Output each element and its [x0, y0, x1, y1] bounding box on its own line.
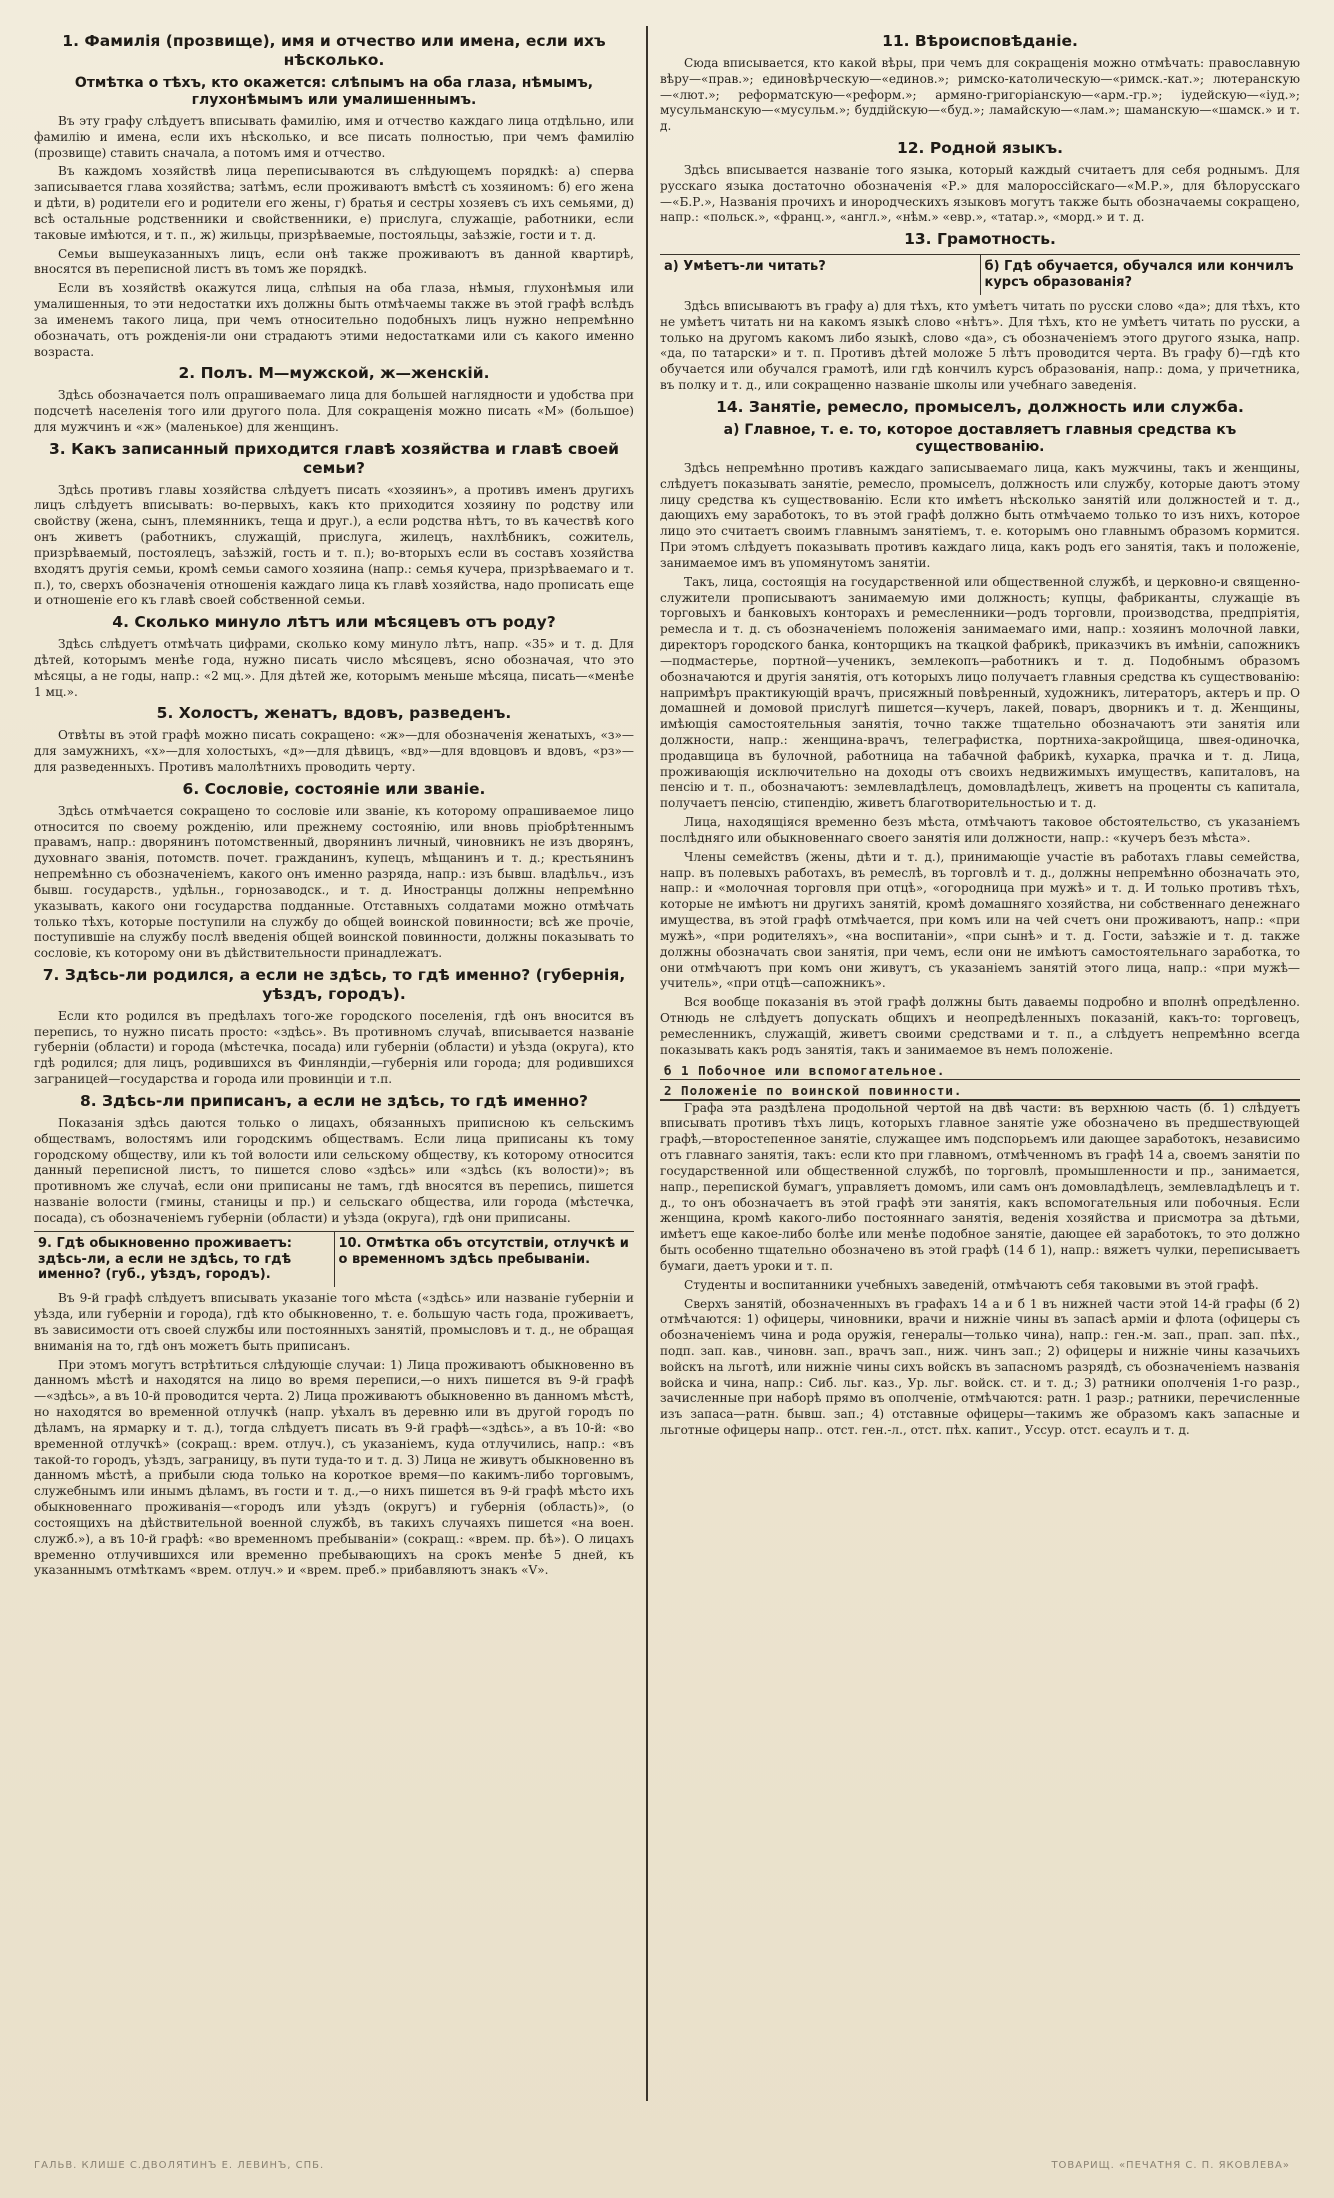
- section-9-paragraph: Въ 9-й графѣ слѣдуетъ вписывать указаніе того мѣста («здѣсь» или названіе губерніи и уѣзда, или губерніи и города), гдѣ кто обыкновенно, т. е. большую часть года, проживаетъ, въ зависимости отъ своей службы или постоянныхъ занятій, промысловъ и т. д., не обращая вниманія на то, гдѣ онъ можетъ быть приписанъ.: [34, 1291, 634, 1353]
- section-14b-paragraph: Графа эта раздѣлена продольной чертой на двѣ части: въ верхнюю часть (б. 1) слѣдуетъ вписывать противъ тѣхъ лицъ, которыхъ главное занятіе уже обозначено въ предшествующей графѣ,—второстепенное занятіе, служащее имъ подспорьемъ или дающее заработокъ, независимо отъ главнаго занятія, такъ: если кто при главномъ, отмѣченномъ въ графѣ 14 а, своемъ занятіи по государственной или общественной службѣ, по торговлѣ, промышленности и пр., занимается, напр., перепиской бумагъ, управляетъ домомъ, или самъ онъ домовладѣлецъ, землевладѣлецъ и т. д., то онъ обозначаетъ въ этой графѣ эти занятія, какъ вспомогательныя или побочныя. Если женщина, кромѣ какого-либо постояннаго занятія, веденія хозяйства и присмотра за дѣтьми, имѣетъ еще какое-либо болѣе или менѣе подобное занятіе, дающее ей заработокъ, то это должно быть особенно тщательно обозначено въ этой графѣ (14 б 1), напр.: вяжетъ чулки, переписываетъ бумаги, даетъ уроки и т. п.: [660, 1100, 1300, 1273]
- printer-imprint-left: ГАЛЬВ. КЛИШЕ С.ДВОЛЯТИНЪ Е. ЛЕВИНЪ, СПБ.: [34, 2160, 325, 2171]
- section-14b-paragraph: Сверхъ занятій, обозначенныхъ въ графахъ 14 а и б 1 въ нижней части этой 14-й графы (б 2) отмѣчаются: 1) офицеры, чиновники, врачи и нижніе чины въ запасѣ арміи и флота (офицеры съ обозначеніемъ чина и рода оружія, генералы—только чина), напр.: ген.-м. зап., прап. зап. пѣх., подп. зап. кав., чиновн. зап., врачъ зап., ниж. чинъ зап.; 2) офицеры и нижніе чины казачьихъ войскъ на льготѣ, или нижніе чины сихъ войскъ въ запасномъ разрядѣ, съ обозначеніемъ названія войска и чина, напр.: Сиб. льг. каз., Ур. льг. войск. ст. и т. д.; 3) ратники ополченія 1-го разр., зачисленные при наборѣ прямо въ ополченіе, отмѣчаются: ратн. 1 разр.; ратники, перечисленные изъ запаса—ратн. бывш. зап.; 4) отставные офицеры—такимъ же образомъ какъ запасные и льготные офицеры напр.. отст. ген.-л., отст. пѣх. капит., Уссур. отст. есаулъ и т. д.: [660, 1296, 1300, 1438]
- section-13a-cell: [660, 255, 980, 295]
- section-1-paragraph: Въ эту графу слѣдуетъ вписывать фамилію, имя и отчество каждаго лица отдѣльно, или фамилію и имена, если ихъ нѣсколько, и все писать полностью, при чемъ фамилію (прозвище) ставить сначала, а потомъ имя и отчество.: [34, 113, 634, 160]
- section-14-paragraph: Здѣсь непремѣнно противъ каждаго записываемаго лица, какъ мужчины, такъ и женщины, слѣдуетъ показывать занятіе, ремесло, промыселъ, должность или службу, которые даютъ этому лицу средства къ существованію. Если кто имѣетъ нѣсколько занятій или должностей и т. д., дающихъ ему заработокъ, то въ этой графѣ должно быть отмѣчаемо только то изъ нихъ, которое лицо это считаетъ своимъ главнымъ занятіемъ, т. е. которымъ оно главнымъ образомъ кормится. При этомъ слѣдуетъ показывать противъ каждаго лица, какъ родъ его занятія, такъ и положеніе, занимаемое имъ въ упомянутомъ занятіи.: [660, 460, 1300, 570]
- section-14b-paragraph: Студенты и воспитанники учебныхъ заведеній, отмѣчаютъ себя таковыми въ этой графѣ.: [684, 1277, 1259, 1292]
- section-5-title: 5. Холостъ, женатъ, вдовъ, разведенъ.: [156, 704, 512, 723]
- section-13b-cell: [980, 255, 1301, 295]
- section-7-paragraph: Если кто родился въ предѣлахъ того-же городского поселенія, гдѣ онъ вносится въ перепись, то нужно писать просто: «здѣсь». Въ противномъ случаѣ, вписывается названіе губерніи (области) и города (мѣстечка, посада) или губерніи (области) и уѣзда (округа), кто гдѣ родился; для лицъ, родившихся въ Финляндіи,—губернія или города; для родившихся заграницей—государства и города или провинціи и т.п.: [34, 1008, 634, 1087]
- section-9-title: 9. Гдѣ обыкновенно проживаетъ: здѣсь-ли, а если не здѣсь, то гдѣ именно? (губ., уѣздъ, городъ).: [38, 1235, 292, 1283]
- section-14b2-label: 2 Положеніе по воинской повинности.: [660, 1082, 1300, 1101]
- section-1-paragraph: Семьи вышеуказанныхъ лицъ, если онѣ также проживаютъ въ данной квартирѣ, вносятся въ переписной листъ въ томъ же порядкѣ.: [34, 246, 634, 277]
- section-14a-subtitle: а) Главное, т. е. то, которое доставляетъ главныя средства къ существованію.: [723, 421, 1237, 455]
- section-1-paragraph: Если въ хозяйствѣ окажутся лица, слѣпыя на оба глаза, нѣмыя, глухонѣмыя или умалишенныя, то эти недостатки ихъ должны быть отмѣчаемы также въ этой графѣ вслѣдъ за именемъ такого лица, при чемъ относительно подобныхъ лицъ нужно непремѣнно обозначать, отъ рожденія-ли они страдаютъ этими недостатками или съ какого именно возраста.: [34, 281, 634, 359]
- section-4-title: 4. Сколько минуло лѣтъ или мѣсяцевъ отъ роду?: [112, 613, 556, 632]
- section-4-paragraph: Здѣсь слѣдуетъ отмѣчать цифрами, сколько кому минуло лѣтъ, напр. «35» и т. д. Для дѣтей, которымъ менѣе года, нужно писать число мѣсяцевъ, ясно обозначая, что это мѣсяцы, а не годы, напр.: «2 мц.». Для дѣтей же, которымъ меньше мѣсяца, писать—«менѣе 1 мц.».: [34, 637, 634, 699]
- section-9-paragraph: При этомъ могутъ встрѣтиться слѣдующіе случаи: 1) Лица проживаютъ обыкновенно въ данномъ мѣстѣ и находятся на лицо во время переписи,—о нихъ пишется въ 9-й графѣ—«здѣсь», а въ 10-й проводится черта. 2) Лица проживаютъ обыкновенно въ данномъ мѣстѣ, но находятся во временной отлучкѣ (напр. уѣхалъ въ деревню или въ другой городъ по дѣламъ, на ярмарку и т. д.), тогда слѣдуетъ писать въ 9-й графѣ—«здѣсь», а въ 10-й: «во временной отлучкѣ» (сокращ.: врем. отлуч.), съ указаніемъ, куда отлучились, напр.: «въ такой-то городъ, уѣздъ, заграницу, въ пути туда-то и т. д. 3) Лица не живутъ обыкновенно въ данномъ мѣстѣ, а прибыли сюда только на короткое время—по какимъ-либо торговымъ, служебнымъ или инымъ дѣламъ, въ гости и т. д.,—о нихъ пишется въ 9-й графѣ мѣсто ихъ обыкновеннаго проживанія—«городъ или уѣздъ (округъ) и губернія (область)», (о состоящихъ на дѣйствительной военной службѣ, въ такихъ случаяхъ пишется «на воен. служб.»), а въ 10-й графѣ: «во временномъ пребываніи» (сокращ.: «врем. пр. бѣ»). О лицахъ временно отлучившихся или временно пребывающихъ на срокъ менѣе 5 дней, къ указаннымъ отмѣткамъ «врем. отлуч.» и «врем. преб.» прибавляютъ знакъ «V».: [34, 1357, 634, 1578]
- section-2-paragraph: Здѣсь обозначается полъ опрашиваемаго лица для большей наглядности и удобства при подсчетѣ населенія того или другого пола. Для сокращенія можно писать «М» (большое) для мужчинъ и «ж» (маленькое) для женщинъ.: [34, 388, 634, 434]
- section-1-paragraph: Въ каждомъ хозяйствѣ лица переписываются въ слѣдующемъ порядкѣ: а) сперва записывается глава хозяйства; затѣмъ, если проживаютъ вмѣстѣ съ хозяиномъ: б) его жена и дѣти, в) родители его и родители его жены, г) братья и сестры хозяевъ съ ихъ семьями, д) всѣ остальные родственники и свойственники, е) прислуга, служащіе, работники, если таковые имѣются, и т. п., ж) жильцы, призрѣваемые, постояльцы, заѣзжіе, гости и т. д.: [34, 164, 634, 242]
- section-13-subheader: [660, 254, 1300, 295]
- section-2-title: 2. Полъ. М—мужской, ж—женскій.: [178, 364, 490, 383]
- section-1-title: 1. Фамилія (прозвище), имя и отчество или имена, если ихъ нѣсколько.: [62, 32, 606, 69]
- section-6-paragraph: Здѣсь отмѣчается сокращено то сословіе или званіе, къ которому опрашиваемое лицо относится по своему рожденію, или прежнему состоянію, или вновь пріобрѣтеннымъ правамъ, напр.: дворянинъ потомственный, дворянинъ личный, чиновникъ не изъ дворянъ, духовнаго званія, потомств. почет. гражданинъ, купецъ, мѣщанинъ и т. д.; крестьянинъ непремѣнно съ обозначеніемъ, какого онъ именно разряда, напр.: изъ бывш. владѣльч., изъ бывш. государств., удѣльн., горнозаводск., и т. д. Иностранцы должны непремѣнно указывать, какого они государства подданные. Отставныхъ солдатами можно отмѣчать только тѣхъ, которые поступили на службу до общей воинской повинности; всѣ же прочіе, поступившіе на службу послѣ введенія общей воинской повинности, должны показывать то сословіе, къ которому они въ дѣйствительности принадлежатъ.: [34, 803, 634, 961]
- section-8-title: 8. Здѣсь-ли приписанъ, а если не здѣсь, то гдѣ именно?: [79, 1091, 589, 1110]
- column-divider: [646, 26, 648, 2101]
- section-12-paragraph: Здѣсь вписывается названіе того языка, который каждый считаетъ для себя роднымъ. Для русскаго языка достаточно обозначенія «Р.» для малороссійскаго—«М.Р.», для бѣлорусскаго—«Б.Р.», Названія прочихъ и инородческихъ языковъ могутъ также быть обозначаемы сокращено, напр.: «польск.», «франц.», «англ.», «нѣм.» «евр.», «татар.», «морд.» и т. д.: [660, 162, 1300, 225]
- section-8-paragraph: Показанія здѣсь даются только о лицахъ, обязанныхъ приписною къ сельскимъ обществамъ, волостямъ или городскимъ обществамъ. Если лица приписаны къ тому городскому обществу, или къ той волости или сельскому обществу, къ которому относится данный переписной листъ, то пишется слово «здѣсь» или «здѣсь (къ волости)»; въ противномъ же случаѣ, если они приписаны не тамъ, гдѣ вносятся въ перепись, пишется названіе волости (гмины, станицы и пр.) и сельскаго общества, или города (мѣстечка, посада), съ обозначеніемъ губерніи (области) и уѣзда (округа), гдѣ они приписаны.: [34, 1115, 634, 1225]
- section-13-paragraph: Здѣсь вписываютъ въ графу а) для тѣхъ, кто умѣетъ читать по русски слово «да»; для тѣхъ, кто не умѣетъ читать ни на какомъ языкѣ слово «нѣтъ». Для тѣхъ, кто не умѣетъ читать по русски, а только на другомъ какомъ либо языкѣ, слово «да», съ обозначеніемъ этого другого языка, напр. «да, по татарски» и т. п. Противъ дѣтей моложе 5 лѣтъ проводится черта. Въ графу б)—гдѣ кто обучается или обучался грамотѣ, или гдѣ кончилъ курсъ образованія, напр.: дома, у причетника, въ полку и т. д., или сокращенно названіе школы или учебнаго заведенія.: [660, 298, 1300, 393]
- left-column: [34, 28, 634, 1582]
- section-13-title: 13. Грамотность.: [904, 230, 1056, 249]
- section-14-paragraph: Лица, находящіяся временно безъ мѣста, отмѣчаютъ таковое обстоятельство, съ указаніемъ послѣдняго или обыкновеннаго своего занятія или должности, напр.: «кучеръ безъ мѣста».: [660, 815, 1300, 845]
- section-11-paragraph: Сюда вписывается, кто какой вѣры, при чемъ для сокращенія можно отмѣчать: православную вѣру—«прав.»; единовѣрческую—«единов.»; римско-католическую—«римск.-кат.»; лютеранскую—«лют.»; реформатскую—«реформ.»; армяно-григоріанскую—«арм.-гр.»; іудейскую—«іуд.»; мусульманскую—«мусульм.»; буддійскую—«буд.»; ламайскую—«лам.»; шаманскую—«шамск.» и т. д.: [660, 55, 1300, 134]
- section-14-paragraph: Такъ, лица, состоящія на государственной или общественной службѣ, и церковно-и священно-служители прописываютъ занимаемую ими должность; купцы, фабриканты, служащіе въ торговыхъ и банковыхъ конторахъ и ремесленники—родъ торговли, производства, предпріятія, ремесла и т. д. съ обозначеніемъ положенія занимаемаго ими, напр.: хозяинъ молочной лавки, директоръ городского банка, конторщикъ на ткацкой фабрикѣ, приказчикъ въ имѣніи, сапожникъ—подмастерье, портной—ученикъ, землекопъ—работникъ и т. д. Подобнымъ образомъ обозначаются и другія занятія, отъ которыхъ лицо получаетъ главныя средства къ существованію: напримѣръ практикующій врачъ, присяжный повѣренный, художникъ, литераторъ, актеръ и пр. О домашней и домовой прислугѣ пишется—кучеръ, лакей, поваръ, дворникъ и т. д. Женщины, имѣющія самостоятельныя занятія, точно также тщательно обозначаютъ эти занятія или должности, напр.: женщина-врачъ, телеграфистка, портниха-закройщица, швея-одиночка, продавщица въ булочной, работница на табачной фабрикѣ, кухарка, прачка и т. д. Лица, проживающія исключительно на доходы отъ своихъ недвижимыхъ имуществъ, капиталовъ, на пенсію и т. п., обозначаютъ: землевладѣлецъ, домовладѣлецъ, живетъ на проценты съ капитала, получаетъ пенсію, стипендію, живетъ благотворительностью и т. д.: [660, 574, 1300, 811]
- printer-imprint-right: ТОВАРИЩ. «ПЕЧАТНЯ С. П. ЯКОВЛЕВА»: [1051, 2160, 1290, 2171]
- right-column: [660, 28, 1300, 1442]
- section-14-paragraph: Члены семействъ (жены, дѣти и т. д.), принимающіе участіе въ работахъ главы семейства, напр. въ полевыхъ работахъ, въ ремеслѣ, въ торговлѣ и т. д., должны непремѣнно обозначать это, напр.: и «молочная торговля при отцѣ», «огородница при мужѣ» и т. д. И только противъ тѣхъ, которые не имѣютъ ни другихъ занятій, кромѣ домашняго хозяйства, ни собственнаго денежнаго имущества, въ этой графѣ отмѣчается, при комъ или на чей счетъ они проживаютъ, напр.: «при мужѣ», «при родителяхъ», «на воспитаніи», «при сынѣ» и т. д. Гости, заѣзжіе и т. д. также должны обозначать свои занятія, при чемъ, если они не имѣютъ самостоятельнаго заработка, то они отмѣчаютъ при комъ они живутъ, съ указаніемъ занятій этого лица, напр.: «при мужѣ—учитель», «при отцѣ—сапожникъ».: [660, 849, 1300, 991]
- section-3-paragraph: Здѣсь противъ главы хозяйства слѣдуетъ писать «хозяинъ», а противъ именъ другихъ лицъ слѣдуетъ вписывать: во-первыхъ, какъ кто приходится хозяину по родству или свойству (жена, сынъ, племянникъ, теща и друг.), а если родства нѣтъ, то въ качествѣ кого онъ живетъ (работникъ, служащій, прислуга, жилецъ, нахлѣбникъ, сожитель, призрѣваемый, постоялецъ, заѣзжій, гость и т. п.); во-вторыхъ если въ составъ хозяйства входятъ другія семьи, кромѣ семьи самого хозяина (напр.: семья кучера, призрѣваемаго и т. п.), то, сверхъ обозначенія отношенія каждаго лица къ главѣ хозяйства, надо прописать еще и отношеніе его къ главѣ своей собственной семьи.: [34, 482, 634, 608]
- section-1-subtitle: Отмѣтка о тѣхъ, кто окажется: слѣпымъ на оба глаза, нѣмымъ, глухонѣмымъ или умалишеннымъ.: [74, 74, 594, 108]
- section-5-paragraph: Отвѣты въ этой графѣ можно писать сокращено: «ж»—для обозначенія женатыхъ, «з»—для замужнихъ, «х»—для холостыхъ, «д»—для дѣвицъ, «вд»—для вдовцовъ и вдовъ, «рз»—для разведенныхъ. Противъ малолѣтнихъ проводить черту.: [34, 728, 634, 774]
- section-14-title: 14. Занятіе, ремесло, промыселъ, должность или служба.: [716, 397, 1244, 416]
- section-10-title: 10. Отмѣтка объ отсутствіи, отлучкѣ и о временномъ здѣсь пребываніи.: [338, 1235, 629, 1267]
- section-12-title: 12. Родной языкъ.: [896, 139, 1064, 158]
- section-7-title: 7. Здѣсь-ли родился, а если не здѣсь, то гдѣ именно? (губернія, уѣздъ, городъ).: [42, 966, 626, 1003]
- section-9-10-header: [34, 1231, 634, 1288]
- section-14b1-label: б 1 Побочное или вспомогательное.: [660, 1062, 1300, 1080]
- section-14-paragraph: Вся вообще показанія въ этой графѣ должны быть даваемы подробно и вполнѣ опредѣленно. Отнюдь не слѣдуетъ допускать общихъ и неопредѣленныхъ показаній, какъ-то: торговецъ, ремесленникъ, служащій, живетъ своими средствами и т. п., а слѣдуетъ непремѣнно всегда показывать какъ родъ занятія, такъ и занимаемое въ немъ положеніе.: [660, 995, 1300, 1057]
- section-3-title: 3. Какъ записанный приходится главѣ хозяйства и главѣ своей семьи?: [49, 439, 619, 477]
- section-6-title: 6. Сословіе, состояніе или званіе.: [182, 779, 486, 798]
- section-10-cell: [334, 1232, 635, 1288]
- section-9-cell: [34, 1232, 334, 1288]
- section-13b-title: б) Гдѣ обучается, обучался или кончилъ курсъ образованія?: [984, 259, 1294, 291]
- section-11-title: 11. Вѣроисповѣданіе.: [882, 32, 1078, 50]
- section-13a-title: а) Умѣетъ-ли читать?: [664, 259, 826, 275]
